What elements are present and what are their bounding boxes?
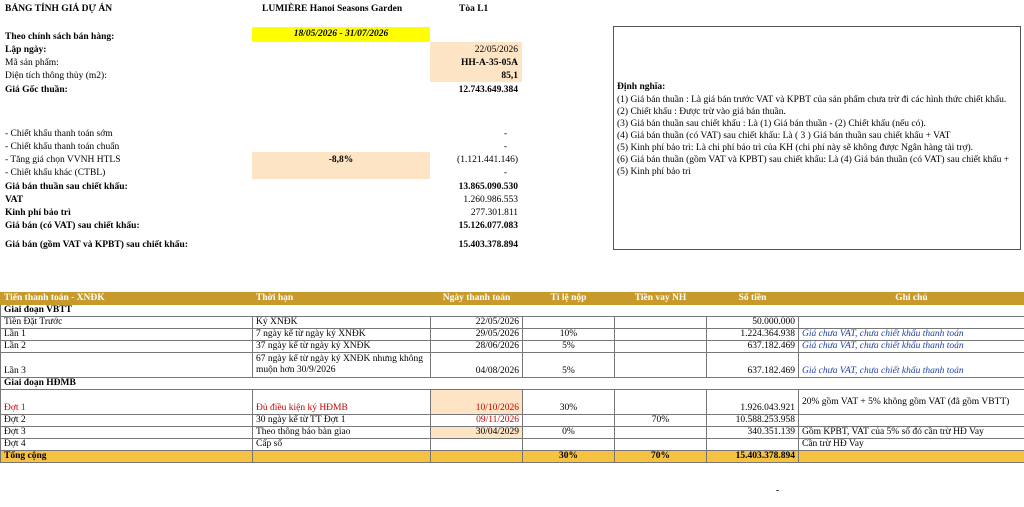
cell: 20% gồm VAT + 5% không gồm VAT (đã gồm VBTT) xyxy=(799,390,1024,415)
cell: Cấp sổ xyxy=(253,439,431,451)
table-row xyxy=(1,353,1024,378)
definitions-box xyxy=(613,26,1021,250)
cell: Giá chưa VAT, chưa chiết khấu thanh toán xyxy=(799,353,1024,378)
definition-line: (2) Chiết khấu : Được trừ vào giá bán thuần. xyxy=(617,107,786,117)
definitions-lines xyxy=(617,94,1017,178)
base-value: 12.743.649.384 xyxy=(458,85,518,95)
cell: 28/06/2026 xyxy=(431,341,523,353)
cell: Theo thông báo bàn giao xyxy=(253,427,431,439)
code-label: Mã sản phẩm: xyxy=(5,58,59,68)
cell: 10.588.253.958 xyxy=(707,415,799,427)
cell: Đợt 3 xyxy=(1,427,253,439)
col-header: Tiền vay NH xyxy=(615,293,707,305)
discount-standard-value: - xyxy=(503,142,507,152)
code-value: HH-A-35-05A xyxy=(461,58,518,68)
cell xyxy=(523,317,615,329)
policy-label: Theo chính sách bán hàng: xyxy=(5,32,115,42)
discount-early-value: - xyxy=(503,129,507,139)
col-header: Số tiền xyxy=(707,293,799,305)
price-increase-pct: -8,8% xyxy=(328,155,354,165)
cell xyxy=(253,451,431,463)
section-row xyxy=(1,378,1024,390)
definitions-title: Định nghĩa: xyxy=(617,82,666,92)
discount-early-label: - Chiết khấu thanh toán sớm xyxy=(5,129,113,139)
cell: 30 ngày kể từ TT Đợt 1 xyxy=(253,415,431,427)
cell: 70% xyxy=(615,451,707,463)
cell: 30/04/2029 xyxy=(431,427,523,439)
cell: 10% xyxy=(523,329,615,341)
cell xyxy=(523,415,615,427)
cell: Giá chưa VAT, chưa chiết khấu thanh toán xyxy=(799,329,1024,341)
cell xyxy=(799,451,1024,463)
cell: Đợt 2 xyxy=(1,415,253,427)
date-label: Lập ngày: xyxy=(5,45,47,55)
definition-line: (4) Giá bán thuần (có VAT) sau chiết khấu: Là ( 3 ) Giá bán thuần sau chiết khấu + VAT xyxy=(617,131,951,141)
col-header: Thời hạn xyxy=(253,293,431,305)
definition-line: (1) Giá bán thuần : Là giá bán trước VAT và KPBT của sản phẩm chưa trừ đi các hình thức chiết khấu. xyxy=(617,95,1007,105)
total-row xyxy=(1,451,1024,463)
price-increase-value: (1.121.441.146) xyxy=(457,155,518,165)
col-header: Ghi chú xyxy=(799,293,1024,305)
cell: Đợt 4 xyxy=(1,439,253,451)
cell: 5% xyxy=(523,341,615,353)
section-title: Giai đoạn HĐMB xyxy=(1,378,1024,390)
cell: 37 ngày kể từ ngày ký XNĐK xyxy=(253,341,431,353)
cell: 637.182.469 xyxy=(707,353,799,378)
cell: Đủ điều kiện ký HĐMB xyxy=(253,390,431,415)
sale-vat-value: 15.126.077.083 xyxy=(458,221,518,231)
table-row xyxy=(1,390,1024,415)
table-row xyxy=(1,439,1024,451)
cell: 7 ngày kể từ ngày ký XNĐK xyxy=(253,329,431,341)
section-row xyxy=(1,305,1024,317)
cell: 637.182.469 xyxy=(707,341,799,353)
cell xyxy=(615,317,707,329)
table-header-row xyxy=(1,293,1024,305)
cell: 15.403.378.894 xyxy=(707,451,799,463)
table-row xyxy=(1,329,1024,341)
definition-line: (5) Kinh phí bảo trì: Là chi phí bảo trì của KH (chi phí này sẽ không được Ngân hàng tài trợ). xyxy=(617,143,974,153)
table-row xyxy=(1,317,1024,329)
cell: Lần 3 xyxy=(1,353,253,378)
cell: Gồm KPBT, VAT của 5% số đó cần trừ HĐ Vay xyxy=(799,427,1024,439)
cell xyxy=(707,439,799,451)
net-price-value: 13.865.090.530 xyxy=(458,182,518,192)
policy-value: 18/05/2026 - 31/07/2026 xyxy=(252,27,430,42)
page-title: BẢNG TÍNH GIÁ DỰ ÁN xyxy=(5,4,113,14)
other-cell-bg xyxy=(252,166,430,179)
cell xyxy=(799,415,1024,427)
definition-line: (3) Giá bán thuần sau chiết khấu : Là (1) Giá bán thuần - (2) Chiết khấu (nếu có). xyxy=(617,119,926,129)
cell xyxy=(615,390,707,415)
cell: 22/05/2026 xyxy=(431,317,523,329)
cell: 30% xyxy=(523,451,615,463)
cell: 50.000.000 xyxy=(707,317,799,329)
cell: 1.224.364.938 xyxy=(707,329,799,341)
cell: 1.926.043.921 xyxy=(707,390,799,415)
col-header: Ngày thanh toán xyxy=(431,293,523,305)
total-value: 15.403.378.894 xyxy=(458,240,518,250)
cell: 04/08/2026 xyxy=(431,353,523,378)
cell: 5% xyxy=(523,353,615,378)
cell: 09/11/2026 xyxy=(431,415,523,427)
table-row xyxy=(1,427,1024,439)
cell: Ký XNĐK xyxy=(253,317,431,329)
project-name: LUMIÈRE Hanoi Seasons Garden xyxy=(262,4,403,14)
discount-other-label: - Chiết khấu khác (CTBL) xyxy=(5,168,106,178)
date-value: 22/05/2026 xyxy=(474,45,518,55)
cell: 0% xyxy=(523,427,615,439)
cell xyxy=(523,439,615,451)
cell xyxy=(615,427,707,439)
cell xyxy=(615,329,707,341)
sale-vat-label: Giá bán (có VAT) sau chiết khấu: xyxy=(5,221,140,231)
discount-standard-label: - Chiết khấu thanh toán chuẩn xyxy=(5,142,120,152)
col-header: Tỉ lệ nộp xyxy=(523,293,615,305)
discount-other-value: - xyxy=(503,168,507,178)
total-label: Giá bán (gồm VAT và KPBT) sau chiết khấu: xyxy=(5,240,189,250)
payment-table xyxy=(0,292,1024,463)
cell xyxy=(799,317,1024,329)
cell xyxy=(615,439,707,451)
net-price-label: Giá bán thuần sau chiết khấu: xyxy=(5,182,128,192)
cell: Cần trừ HĐ Vay xyxy=(799,439,1024,451)
cell: Lần 1 xyxy=(1,329,253,341)
col-header: Tiến thanh toán - XNĐK xyxy=(1,293,253,305)
cell: 70% xyxy=(615,415,707,427)
cell: Giá chưa VAT, chưa chiết khấu thanh toán xyxy=(799,341,1024,353)
cell: Lần 2 xyxy=(1,341,253,353)
fee-label: Kinh phí bảo trì xyxy=(5,208,71,218)
cell: 29/05/2026 xyxy=(431,329,523,341)
area-value: 85,1 xyxy=(501,71,518,81)
cell xyxy=(431,451,523,463)
cell: 10/10/2026 xyxy=(431,390,523,415)
definition-line: (6) Giá bán thuần (gồm VAT và KPBT) sau chiết khấu: Là (4) Giá bán thuần (có VAT) sau chiết khấu + (5) Kinh phí bảo trì xyxy=(617,155,1010,177)
vat-label: VAT xyxy=(5,195,24,205)
cell xyxy=(615,353,707,378)
footer-dash: - xyxy=(776,486,780,496)
section-title: Giai đoạn VBTT xyxy=(1,305,1024,317)
cell xyxy=(431,439,523,451)
cell: Đợt 1 xyxy=(1,390,253,415)
cell: 340.351.139 xyxy=(707,427,799,439)
area-label: Diện tích thông thủy (m2): xyxy=(5,71,107,81)
cell: 30% xyxy=(523,390,615,415)
table-row xyxy=(1,415,1024,427)
cell: Tiền Đặt Trước xyxy=(1,317,253,329)
building-name: Tòa L1 xyxy=(459,4,489,14)
fee-value: 277.301.811 xyxy=(470,208,518,218)
base-label: Giá Gốc thuần: xyxy=(5,85,68,95)
cell xyxy=(615,341,707,353)
table-row xyxy=(1,341,1024,353)
price-increase-label: - Tăng giá chọn VVNH HTLS xyxy=(5,155,121,165)
cell: Tổng cộng xyxy=(1,451,253,463)
vat-value: 1.260.986.553 xyxy=(463,195,518,205)
cell: 67 ngày kể từ ngày ký XNĐK nhưng không muộn hơn 30/9/2026 xyxy=(253,353,431,378)
